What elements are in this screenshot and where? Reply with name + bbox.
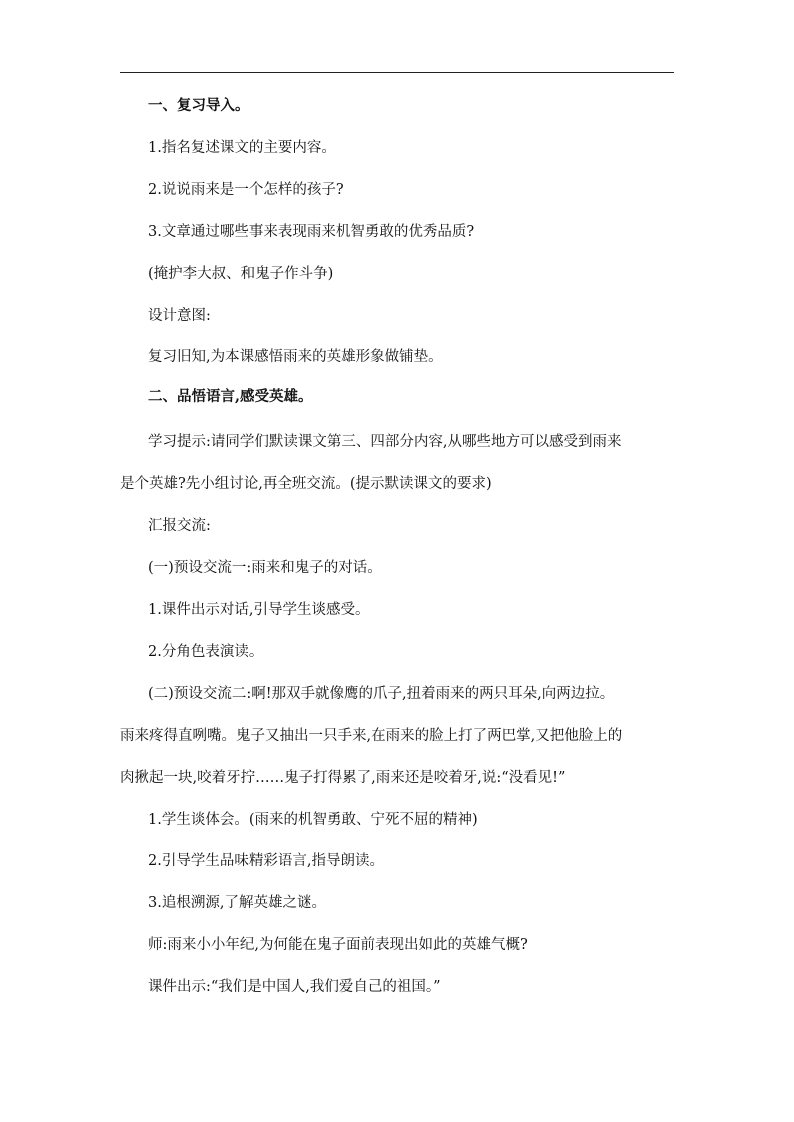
section-heading-review: 一、复习导入。 [148,97,250,114]
header-rule [120,72,674,73]
paragraph: 3.文章通过哪些事来表现雨来机智勇敢的优秀品质? [148,224,475,240]
paragraph: 学习提示:请同学们默读课文第三、四部分内容,从哪些地方可以感受到雨来 [148,434,622,450]
paragraph: 3.追根溯源,了解英雄之谜。 [148,895,326,911]
paragraph: 设计意图: [148,308,211,324]
paragraph: (一)预设交流一:雨来和鬼子的对话。 [148,560,382,576]
paragraph-continuation: 雨来疼得直咧嘴。鬼子又抽出一只手来,在雨来的脸上打了两巴掌,又把他脸上的 [120,728,623,744]
paragraph: 2.引导学生品味精彩语言,指导朗读。 [148,853,384,869]
paragraph-continuation: 是个英雄?先小组讨论,再全班交流。(提示默读课文的要求) [120,476,492,492]
paragraph: 2.说说雨来是一个怎样的孩子? [148,182,344,198]
paragraph: 1.学生谈体会。(雨来的机智勇敢、宁死不屈的精神) [148,812,478,828]
paragraph: 复习旧知,为本课感悟雨来的英雄形象做铺垫。 [148,349,443,365]
paragraph: 1.指名复述课文的主要内容。 [148,140,336,156]
section-heading-language: 二、品悟语言,感受英雄。 [148,388,313,405]
paragraph: 1.课件出示对话,引导学生谈感受。 [148,602,370,618]
paragraph: 汇报交流: [148,518,211,534]
paragraph: 2.分角色表演读。 [148,644,264,660]
paragraph: 课件出示:“我们是中国人,我们爱自己的祖国。” [148,979,441,995]
paragraph: (掩护李大叔、和鬼子作斗争) [148,266,334,282]
paragraph: 师:雨来小小年纪,为何能在鬼子面前表现出如此的英雄气概? [148,937,528,953]
paragraph: (二)预设交流二:啊!那双手就像鹰的爪子,扭着雨来的两只耳朵,向两边拉。 [148,686,615,702]
paragraph-continuation: 肉揪起一块,咬着牙拧……鬼子打得累了,雨来还是咬着牙,说:“没看见!” [120,770,566,786]
